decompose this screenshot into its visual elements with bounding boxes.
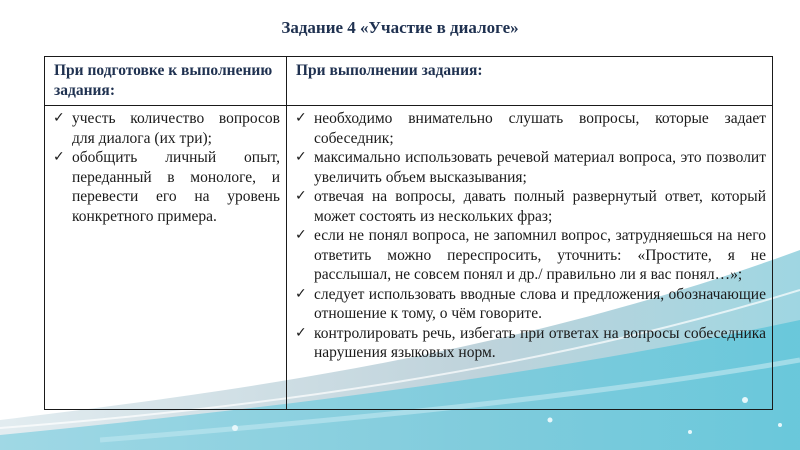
checkmark-icon: ✓ xyxy=(295,324,307,341)
preparation-cell xyxy=(45,106,287,410)
list-item: ✓ максимально использовать речевой материал вопроса, это позволит увеличить объем высказывания; xyxy=(295,149,766,186)
list-item: ✓ обобщить личный опыт, переданный в монологе, и перевести его на уровень конкретного примера. xyxy=(53,149,280,225)
checkmark-icon: ✓ xyxy=(295,227,307,243)
header-preparation: При подготовке к выполнению задания: xyxy=(45,57,287,106)
list-item: ✓ отвечая на вопросы, давать полный развернутый ответ, который может состоять из нескольких фраз; xyxy=(295,188,766,225)
checkmark-icon: ✓ xyxy=(295,110,307,126)
table-body-row xyxy=(45,106,773,410)
slide-title: Задание 4 «Участие в диалоге» xyxy=(281,18,519,37)
execution-cell xyxy=(287,106,773,410)
table-header-row xyxy=(45,57,773,106)
list-item: ✓ необходимо внимательно слушать вопросы, которые задает собеседник; xyxy=(295,110,766,147)
checkmark-icon: ✓ xyxy=(295,149,307,165)
list-item: ✓ учесть количество вопросов для диалога (их три); xyxy=(53,110,280,147)
preparation-list xyxy=(45,106,286,226)
execution-list xyxy=(287,106,772,363)
task-table xyxy=(44,56,773,410)
checkmark-icon: ✓ xyxy=(53,110,65,126)
list-item: ✓ если не понял вопроса, не запомнил вопрос, затрудняешься на него ответить можно переспросить, уточнить: «Простите, я не расслышал, не совсем понял и др./ правильно ли я вас понял…»; xyxy=(295,227,766,283)
checkmark-icon: ✓ xyxy=(295,188,307,204)
checkmark-icon: ✓ xyxy=(295,285,307,302)
checkmark-icon: ✓ xyxy=(53,149,65,165)
list-item: ✓ контролировать речь, избегать при ответах на вопросы собеседника нарушения языковых норм. xyxy=(295,324,766,361)
list-item: ✓ следует использовать вводные слова и предложения, обозначающие отношение к тому, о чём говорите. xyxy=(295,285,766,322)
header-execution: При выполнении задания: xyxy=(287,57,773,106)
